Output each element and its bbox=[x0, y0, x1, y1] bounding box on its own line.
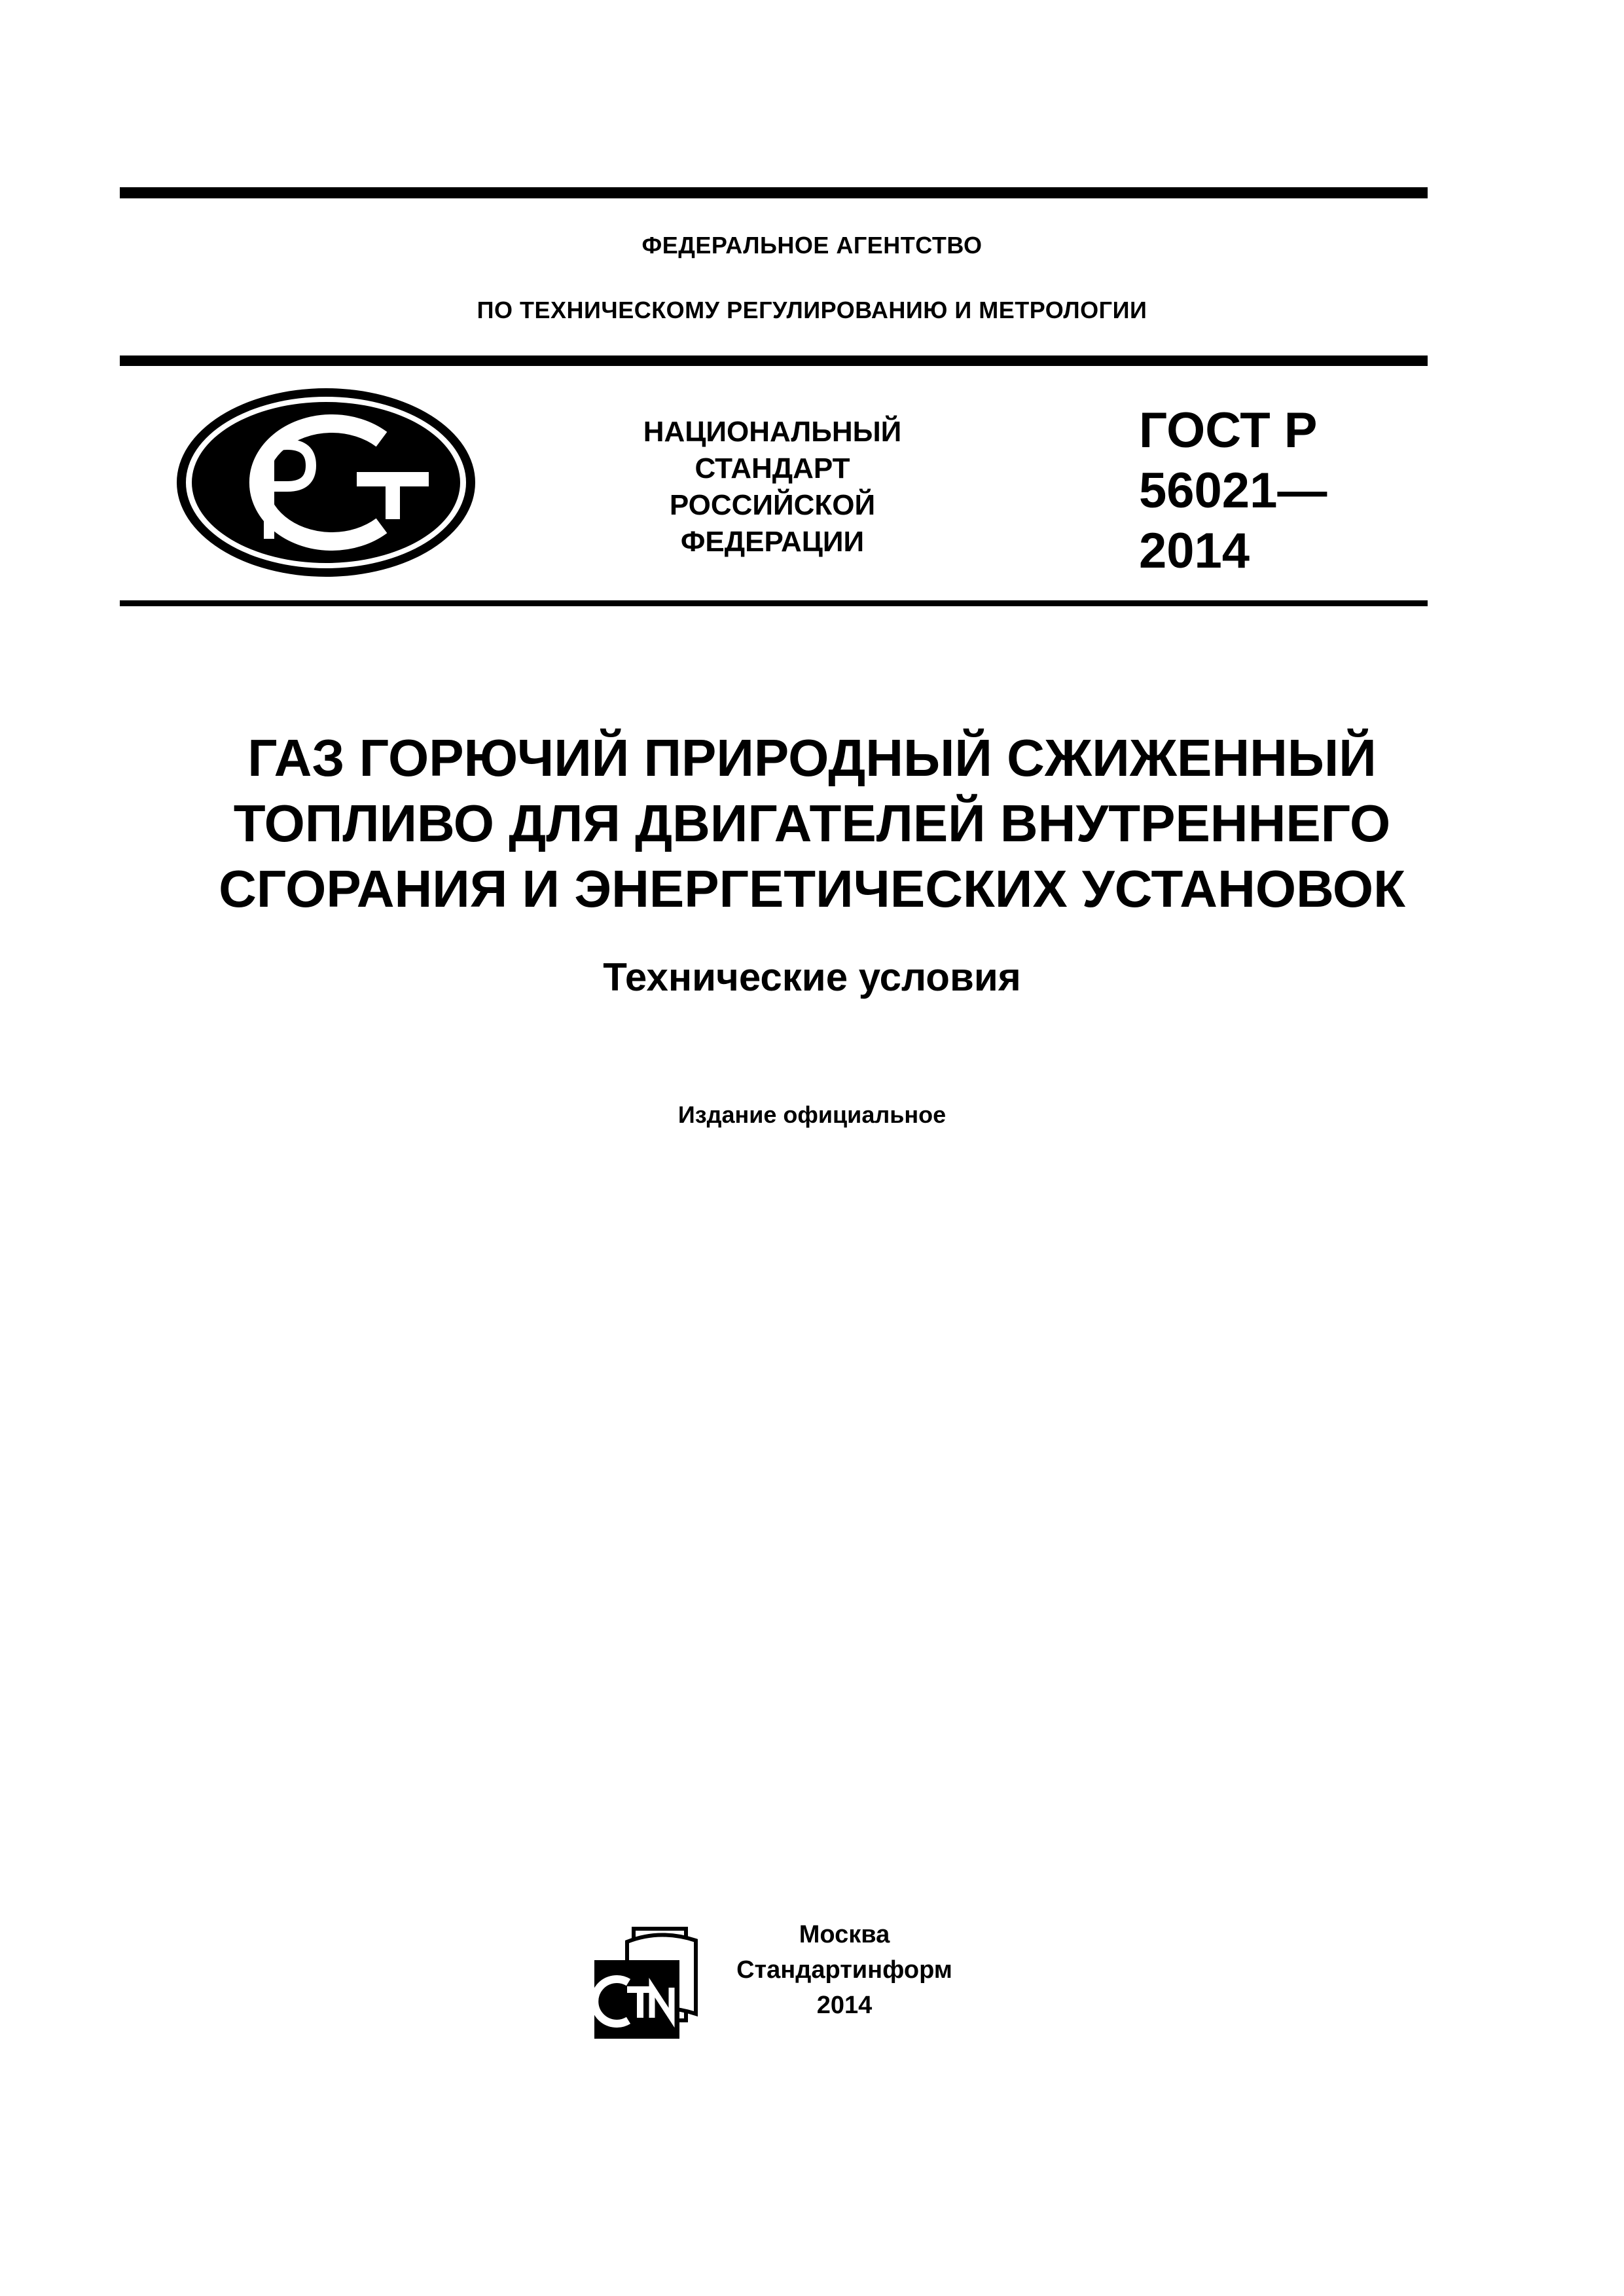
publisher-year: 2014 bbox=[816, 1992, 873, 2019]
gost-code bbox=[1139, 401, 1414, 581]
bottom-rule bbox=[120, 600, 1428, 606]
rst-conformity-mark-icon bbox=[172, 384, 480, 581]
middle-rule bbox=[120, 355, 1428, 366]
national-standard-label bbox=[589, 414, 956, 560]
title-line: ГАЗ ГОРЮЧИЙ ПРИРОДНЫЙ СЖИЖЕННЫЙ bbox=[247, 729, 1377, 787]
gost-code-line: 2014 bbox=[1139, 523, 1250, 579]
edition-label: Издание официальное bbox=[677, 1101, 947, 1128]
national-line: НАЦИОНАЛЬНЫЙ bbox=[643, 416, 902, 448]
gost-code-line: ГОСТ Р bbox=[1139, 403, 1318, 458]
agency-line-1: ФЕДЕРАЛЬНОЕ АГЕНТСТВО bbox=[641, 232, 983, 259]
document-subtitle: Технические условия bbox=[603, 955, 1021, 999]
national-line: РОССИЙСКОЙ bbox=[669, 489, 876, 521]
national-line: ФЕДЕРАЦИИ bbox=[680, 526, 865, 558]
publisher-city: Москва bbox=[799, 1921, 890, 1948]
publisher-info bbox=[707, 1917, 982, 2023]
gost-code-line: 56021— bbox=[1139, 463, 1327, 519]
standartinform-logo-icon bbox=[588, 1922, 712, 2040]
document-title bbox=[0, 725, 1624, 922]
national-line: СТАНДАРТ bbox=[695, 452, 850, 484]
top-rule bbox=[120, 187, 1428, 198]
title-line: ТОПЛИВО ДЛЯ ДВИГАТЕЛЕЙ ВНУТРЕННЕГО bbox=[233, 794, 1391, 852]
agency-line-2: ПО ТЕХНИЧЕСКОМУ РЕГУЛИРОВАНИЮ И МЕТРОЛОГИИ bbox=[477, 297, 1147, 323]
publisher-name: Стандартинформ bbox=[736, 1956, 952, 1984]
title-line: СГОРАНИЯ И ЭНЕРГЕТИЧЕСКИХ УСТАНОВОК bbox=[219, 860, 1405, 918]
